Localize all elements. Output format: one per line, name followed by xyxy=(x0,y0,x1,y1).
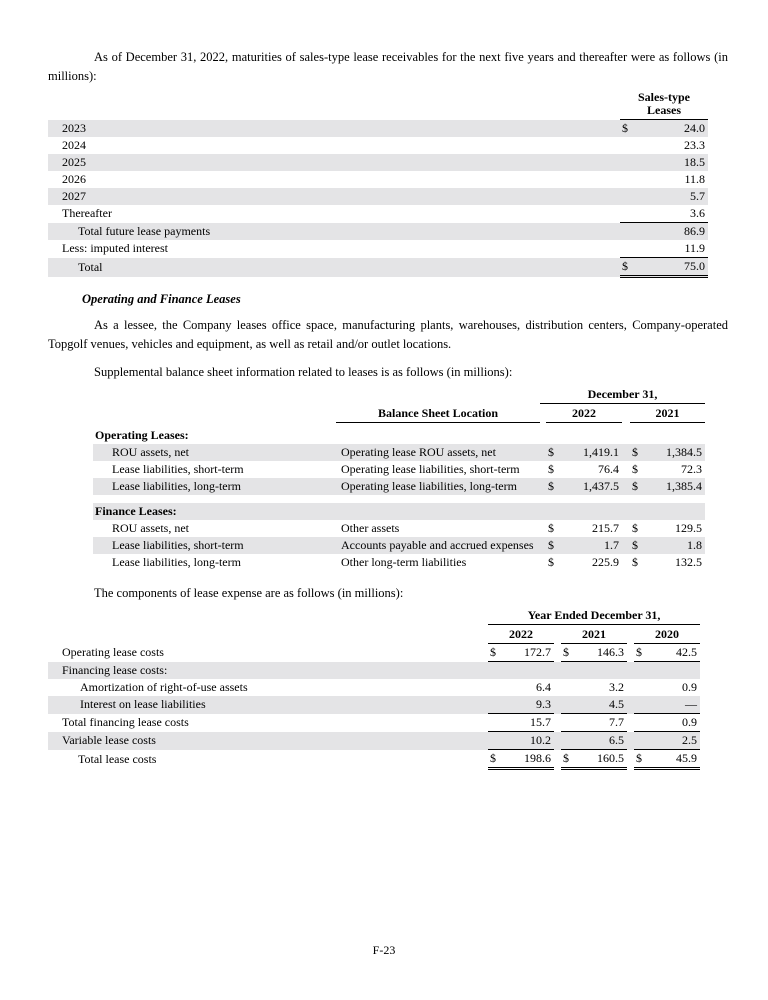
dollar-sign: $ xyxy=(634,644,650,662)
row-value: 75.0 xyxy=(638,258,708,277)
value-2021: 1.8 xyxy=(646,537,705,554)
lease-expense-table xyxy=(48,607,700,770)
value-2021: 1,384.5 xyxy=(646,444,705,461)
dollar-sign: $ xyxy=(548,462,554,476)
value-2020: 0.9 xyxy=(650,714,700,732)
row-label: Total lease costs xyxy=(78,751,157,766)
row-label: Total xyxy=(48,258,620,277)
section-title: Financing lease costs: xyxy=(48,662,700,680)
dollar-sign xyxy=(488,714,504,732)
row-value: 23.3 xyxy=(684,138,705,152)
row-label: Total financing lease costs xyxy=(62,715,189,729)
row-label: 2023 xyxy=(48,120,620,138)
dollar-sign: $ xyxy=(546,478,562,495)
dollar-sign: $ xyxy=(561,644,577,662)
balance-sheet-location: Other assets xyxy=(341,521,400,535)
column-header-sales-type-leases: Sales-type Leases xyxy=(620,91,708,120)
value-2022: 1,437.5 xyxy=(562,478,622,495)
table-row xyxy=(48,171,708,188)
lessee-paragraph: As a lessee, the Company leases office space, manufacturing plants, warehouses, distribution centers, Company-operated Topgolf venues, vehicles and equipment, as well as retail and/or outlet locations. xyxy=(48,318,728,351)
dollar-sign: $ xyxy=(548,521,554,535)
maturities-table xyxy=(48,91,708,278)
dollar-sign: $ xyxy=(546,537,562,554)
value-2022: 1.7 xyxy=(562,537,622,554)
dollar-sign: $ xyxy=(630,478,646,495)
value-2020: 0.9 xyxy=(682,680,697,694)
value-2021: 1,385.4 xyxy=(646,478,705,495)
value-2022: 215.7 xyxy=(592,521,619,535)
value-2022: 10.2 xyxy=(504,732,554,750)
balance-sheet-location: Operating lease liabilities, short-term xyxy=(341,462,520,476)
dollar-sign xyxy=(488,679,504,696)
value-2021: 146.3 xyxy=(577,644,627,662)
row-label: 2024 xyxy=(62,138,86,152)
dollar-sign xyxy=(634,714,650,732)
section-heading: Operating and Finance Leases xyxy=(82,292,241,306)
balance-sheet-location: Operating lease ROU assets, net xyxy=(336,444,540,461)
row-value: 5.7 xyxy=(638,188,708,205)
table-header-row xyxy=(48,607,700,625)
value-2021: 7.7 xyxy=(577,714,627,732)
balance-sheet-table xyxy=(93,386,705,571)
row-label: 2026 xyxy=(62,172,86,186)
dollar-sign xyxy=(488,696,504,714)
dollar-sign: $ xyxy=(630,444,646,461)
value-2022: 15.7 xyxy=(504,714,554,732)
dollar-sign xyxy=(620,223,638,241)
section-title: Finance Leases: xyxy=(93,503,705,520)
dollar-sign: $ xyxy=(632,521,638,535)
row-label: ROU assets, net xyxy=(93,444,336,461)
dollar-sign xyxy=(620,188,638,205)
balance-sheet-location: Accounts payable and accrued expenses xyxy=(336,537,540,554)
row-label: Variable lease costs xyxy=(48,732,488,750)
dollar-sign: $ xyxy=(632,555,638,569)
row-label: Thereafter xyxy=(62,206,112,221)
dollar-sign: $ xyxy=(620,258,638,277)
dollar-sign xyxy=(620,240,638,258)
dollar-sign: $ xyxy=(488,644,504,662)
dollar-sign xyxy=(634,732,650,750)
row-value: 3.6 xyxy=(638,205,708,223)
dollar-sign xyxy=(620,205,638,223)
row-label: 2027 xyxy=(48,188,620,205)
value-2022: 1,419.1 xyxy=(562,444,622,461)
value-2021: 72.3 xyxy=(681,462,702,476)
table-row xyxy=(48,120,708,138)
table-row xyxy=(93,537,705,554)
dollar-sign: $ xyxy=(548,555,554,569)
table-row xyxy=(48,750,700,769)
dollar-sign: $ xyxy=(632,462,638,476)
row-label: 2025 xyxy=(48,154,620,171)
table-header-row xyxy=(93,404,705,423)
value-2020: — xyxy=(650,696,700,714)
dollar-sign: $ xyxy=(488,750,504,769)
value-2021: 129.5 xyxy=(675,521,702,535)
date-span-header: December 31, xyxy=(540,386,705,404)
dollar-sign xyxy=(561,696,577,714)
value-2021: 6.5 xyxy=(577,732,627,750)
table-row xyxy=(48,154,708,171)
value-2021: 132.5 xyxy=(675,555,702,569)
row-label: Less: imputed interest xyxy=(62,241,168,256)
year-column-header: 2022 xyxy=(546,404,622,423)
intro-paragraph: As of December 31, 2022, maturities of sales-type lease receivables for the next five years and thereafter were as follows (in millions): xyxy=(48,50,728,83)
dollar-sign: $ xyxy=(561,750,577,769)
table-row xyxy=(48,679,700,696)
row-label: Total future lease payments xyxy=(48,223,620,241)
dollar-sign xyxy=(634,696,650,714)
table-row xyxy=(48,714,700,732)
table-row xyxy=(48,644,700,662)
dollar-sign xyxy=(561,732,577,750)
row-label: Lease liabilities, short-term xyxy=(93,537,336,554)
value-2020: 42.5 xyxy=(650,644,700,662)
table-header-row xyxy=(93,386,705,404)
row-value: 24.0 xyxy=(638,120,708,138)
section-title-row xyxy=(48,662,700,680)
section-title: Operating Leases: xyxy=(95,428,189,442)
value-2022: 225.9 xyxy=(592,555,619,569)
row-label: Interest on lease liabilities xyxy=(48,696,488,714)
row-label: Lease liabilities, long-term xyxy=(93,478,336,495)
dollar-sign: $ xyxy=(620,120,638,138)
table-header-row xyxy=(48,625,700,644)
dollar-sign: $ xyxy=(630,537,646,554)
table-row xyxy=(93,520,705,537)
value-2021: 160.5 xyxy=(577,750,627,769)
table-row xyxy=(93,444,705,461)
section-title-row xyxy=(93,503,705,520)
dollar-sign xyxy=(561,714,577,732)
balance-sheet-location: Operating lease liabilities, long-term xyxy=(336,478,540,495)
dollar-sign xyxy=(620,154,638,171)
year-column-header: 2021 xyxy=(561,625,627,644)
table-row xyxy=(48,240,708,258)
balance-sheet-location: Other long-term liabilities xyxy=(341,555,467,569)
components-paragraph: The components of lease expense are as follows (in millions): xyxy=(94,586,404,600)
dollar-sign xyxy=(620,137,638,154)
row-value: 18.5 xyxy=(638,154,708,171)
value-2022: 9.3 xyxy=(504,696,554,714)
dollar-sign xyxy=(488,732,504,750)
period-span-header: Year Ended December 31, xyxy=(488,607,700,625)
row-value: 86.9 xyxy=(638,223,708,241)
supplemental-paragraph: Supplemental balance sheet information related to leases is as follows (in millions): xyxy=(94,365,513,379)
value-2022: 6.4 xyxy=(536,680,551,694)
value-2022: 76.4 xyxy=(598,462,619,476)
dollar-sign: $ xyxy=(634,750,650,769)
row-value: 11.9 xyxy=(638,240,708,258)
value-2020: 2.5 xyxy=(650,732,700,750)
year-column-header: 2020 xyxy=(634,625,700,644)
table-row xyxy=(48,258,708,277)
table-header-row xyxy=(48,91,708,120)
row-label: Lease liabilities, short-term xyxy=(112,462,244,476)
table-row xyxy=(48,223,708,241)
value-2022: 198.6 xyxy=(504,750,554,769)
row-label: ROU assets, net xyxy=(112,521,189,535)
location-column-header: Balance Sheet Location xyxy=(336,404,540,423)
table-row xyxy=(48,137,708,154)
row-label: Operating lease costs xyxy=(62,645,164,659)
table-row xyxy=(93,478,705,495)
table-row xyxy=(48,696,700,714)
page-number: F-23 xyxy=(372,943,396,957)
row-label: Lease liabilities, long-term xyxy=(112,555,241,569)
section-title-row xyxy=(93,427,705,444)
table-row xyxy=(48,188,708,205)
spacer-row xyxy=(93,495,705,503)
table-row xyxy=(93,461,705,478)
value-2020: 45.9 xyxy=(650,750,700,769)
value-2022: 172.7 xyxy=(504,644,554,662)
table-row xyxy=(48,732,700,750)
year-column-header: 2022 xyxy=(488,625,554,644)
value-2021: 4.5 xyxy=(577,696,627,714)
table-row xyxy=(93,554,705,571)
value-2021: 3.2 xyxy=(609,680,624,694)
row-value: 11.8 xyxy=(684,172,705,186)
dollar-sign xyxy=(561,679,577,696)
dollar-sign xyxy=(634,679,650,696)
table-row xyxy=(48,205,708,223)
dollar-sign xyxy=(620,171,638,188)
year-column-header: 2021 xyxy=(630,404,705,423)
dollar-sign: $ xyxy=(546,444,562,461)
row-label: Amortization of right-of-use assets xyxy=(80,680,248,694)
